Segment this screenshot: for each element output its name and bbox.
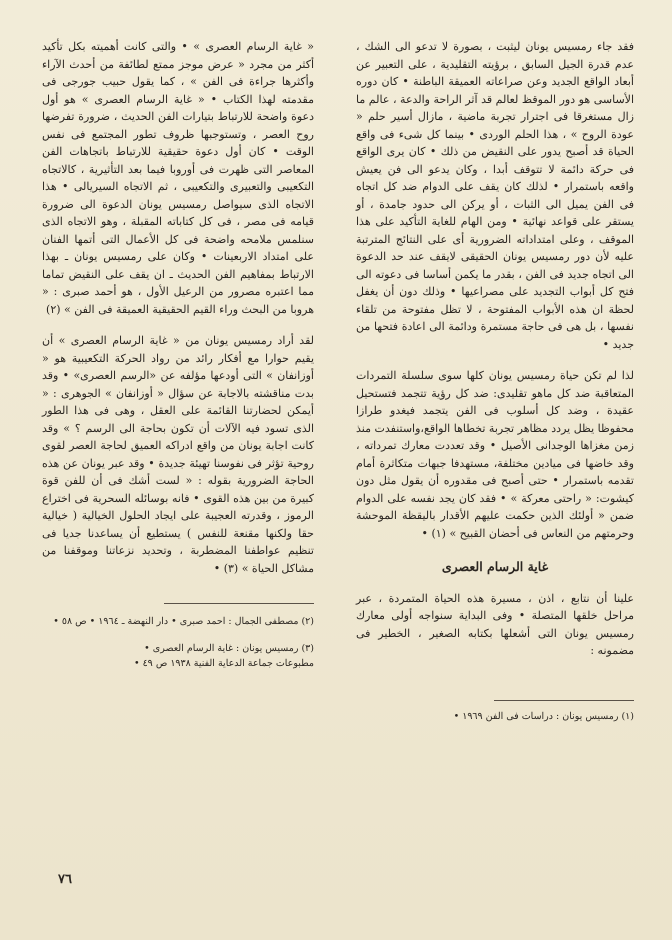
- section-heading: غاية الرسام العصرى: [441, 559, 549, 574]
- right-paragraph-3: علينا أن نتابع ، اذن ، مسيرة هذه الحياة المتمردة ، عبر مراحل خلقها المتصلة • وفى البداية سنواجه أولى معارك رمسيس يونان التى أشعلها بكتابه الصغير ، الخطير فى مضمونه :: [356, 591, 634, 657]
- footnote-2: (٢) مصطفى الجمال : احمد صبرى • دار النهضة ـ ١٩٦٤ • ص ٥٨ •: [53, 616, 314, 627]
- footnote-3-line-1: (٣) رمسيس يونان : غاية الرسام العصرى •: [144, 643, 314, 654]
- page-number: ٧٦: [58, 872, 72, 887]
- footnote-1: (١) رمسيس يونان : دراسات فى الفن ١٩٦٩ •: [453, 710, 634, 722]
- right-column: [356, 38, 634, 724]
- right-paragraph-1: فقد جاء رمسيس يونان ليثبت ، بصورة لا تدعو الى الشك ، عدم قدرة الجيل السابق ، برؤيته التقليدية ، على التعبير عن أبعاد الواقع الجديد وعن صراعاته العميقة الباطنة • كان دوره الأساسى هو دور الموقظ لعالم قد آثر الراحة والدعة ، عالم ما زال مستغرقا فى اجترار تجربة ماضية ، مازال أسير حلم « عودة الروح » ، هذا الحلم الوردى • بينما كل شىء فى واقع الحياة قد أصبح يدور على النقيض من ذلك • كان يرى الواقع فى حركة دائمة لا تتوقف أبدا ، وكان يدعو الى فن يعيش واقعه باستمرار • لذلك كان يقف على الدوام ضد كل اتجاه فى الفن يميل الى الثبات ، أو يركن الى حدود جامدة ، أو يستقر على قواعد نهائية • ومن الهام للغاية التأكيد على هذا الموقف ، وعلى امتداداته الضرورية أى على النتائج المترتبة عليه لأن دور رمسيس يونان الحقيقى لايقف عند حد الدعوة الى اتجاه جديد فى الفن ، بقدر ما يكمن أساسا فى دعوته الى فتح كل أبواب التجديد على مصراعيها • وذلك دون أن يغفل لحظة ان هذه الأبواب المفتوحة ، لا تظل مفتوحة من تلقاء نفسها ، بل هى فى حاجة مستمرة ودائمة الى اعادة فتحها من جديد •: [356, 40, 634, 351]
- footnote-divider: [494, 700, 634, 701]
- left-paragraph-1: « غاية الرسام العصرى » • والتى كانت أهميته بكل تأكيد أكثر من مجرد « عرض موجز ممتع لطائفة من أحدث الآراء وأكثرها جراءة فى الفن » ، كما يقول حبيب جورجى فى مقدمته لهذا الكتاب • « غاية الرسام العصرى » هو أول دعوة واضحة للارتباط بتيارات الفن الحديث ، ضرورة تفرضها روح العصر ، وتستوجبها ظروف تطور المجتمع فى نفس الوقت • كان أول دعوة حقيقية للارتباط باتجاهات الفن المعاصر التى ظهرت فى أوروبا فيما بعد التأثيرية ، كالاتجاه التكعيبى والتعبيرى والتكعيبى ، ثم الاتجاه السيريالى • هذا الاتجاه الذى سيواصل رمسيس يونان الدعوة الى ضرورة قيامه فى مصر ، فى كل كتاباته المقبلة ، وهو الاتجاه الذى سنلمس ملامحه واضحة فى كل الأعمال التى أتمها الفنان على امتداد الاربعينات • وكان على رمسيس يونان ـ بهذا الارتباط بمفاهيم الفن الحديث ـ ان يقف على النقيض تماما مما اعتبره مصرور من الرعيل الأول ، هو أحمد صبرى : « هروبا من البحث وراء القيم الحقيقية العميقة فى الفن » (٢): [42, 40, 314, 316]
- right-paragraph-2: لذا لم تكن حياة رمسيس يونان كلها سوى سلسلة التمردات المتعاقبة ضد كل ماهو تقليدى: ضد كل رؤية تتجمد فتستحيل عقيدة ، وضد كل أسلوب فى الفن يتجمد فيغدو طرازا محفوظا يظل يردد مظاهر تجربة تخطاها الواقع،واستنفدت منذ زمن مغزاها الوجدانى الأصيل • وقد تعددت معارك تمرداته ، وقد خاضها فى ميادين مختلفة، مستهدفا جبهات متكاثرة أمام تقدمه باستمرار • حتى أصبح فى مقدوره أن يقول مثل دون كيشوت: « راحتى معركة » • فقد كان يجد نفسه على الدوام ضمن « أولئك الذين حكمت عليهم الأقدار باليقظة الموحشة وحرمتهم من النعاس فى أحضان القبيح » (١) •: [356, 369, 634, 540]
- left-paragraph-2: لقد أراد رمسيس يونان من « غاية الرسام العصرى » أن يقيم حوارا مع أفكار رائد من رواد الحركة التكعيبية هو « أوزانفان » التى أودعها مؤلفه عن «الرسم العصرى» • وقد بدت مناقشته بالاجابة عن سؤال « أوزانفان » الجوهرى : « أيمكن لحضارتنا القائمة على العقل ، وهى فى هذا الطور الذى تسود فيه الآلات أن تكون بحاجة الى الرسم ؟ » وقد كانت اجابة يونان من واقع ادراكه العميق لحاجة العصر لقوى روحية تؤثر فى نفوسنا تهيئة جديدة • وقد عبر يونان عن هذه الحاجة الضرورية بقوله : « لست أشك فى أن للفن قوة كبيرة من بين هذه القوى • فانه بوسائله السحرية فى اختراع الرموز ، وقدرته العجيبة على ايجاد الحلول الخيالية ( خيالية حقا ولكنها مقنعة للنفس ) يستطيع أن يساعدنا جديا فى تنظيم عواطفنا المضطربة ، وتحديد نزعاتنا وموقفنا من مشاكل الحياة » (٣) •: [42, 334, 314, 575]
- left-column: [42, 38, 314, 671]
- footnote-divider-left: [164, 603, 314, 604]
- footnote-3-line-2: مطبوعات جماعة الدعاية الفنية ١٩٣٨ ص ٤٩ •: [133, 658, 314, 669]
